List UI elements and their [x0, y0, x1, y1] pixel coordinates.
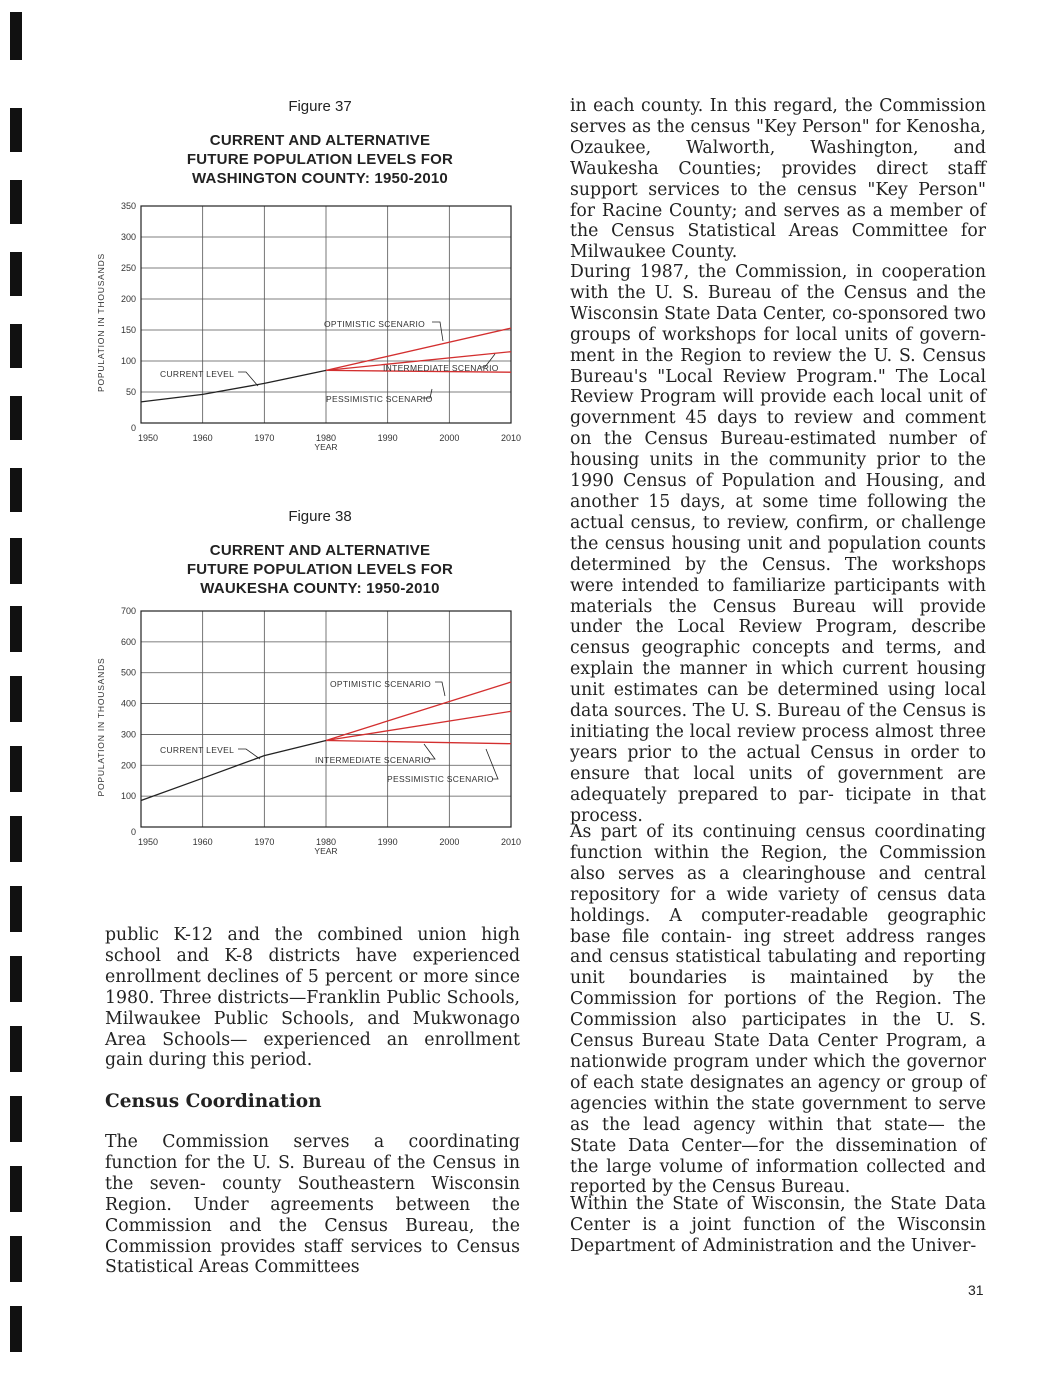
figure-37-number: Figure 37 — [288, 98, 352, 115]
binder-hole — [10, 606, 22, 652]
washington-county-chart — [80, 196, 550, 456]
figure-38-caption — [120, 541, 520, 598]
label-current-level: CURRENT LEVEL — [160, 745, 235, 755]
binder-hole — [10, 180, 22, 224]
figure-37-heading — [120, 98, 520, 188]
binder-hole — [10, 538, 22, 584]
x-tick-label: 1980 — [315, 837, 337, 847]
binder-edge — [0, 0, 40, 1380]
caption-line: FUTURE POPULATION LEVELS FOR — [186, 561, 454, 578]
label-pessimistic-scenario: PESSIMISTIC SCENARIO — [387, 774, 494, 784]
label-intermediate-scenario: INTERMEDIATE SCENARIO — [315, 755, 431, 765]
y-tick-label: 300 — [120, 232, 136, 242]
right-paragraph-2: During 1987, the Commission, in cooperation with the U. S. Bureau of the Census and the Wisconsin State Data Center, co-sponsored two groups of workshops for local units of govern- ment in the Region to review the U. S. Census Bureau's "Local Review Program." The Local Review Program will provide each local unit of government 45 days to review and comment on the Census Bureau-estimated number of housing units in the community prior to the 1990 Census of Population and Housing, and another 15 days, at some time following the actual census, to review, confirm, or challenge the census housing unit and population counts determined by the Census. The workshops were intended to familiarize participants with materials the Census Bureau will provide under the Local Review Program, describe census geographic concepts and terms, and explain the manner in which current housing unit estimates can be determined using local data sources. The U. S. Bureau of the Census is initiating the local review process almost three years prior to the actual Census in order to ensure that local units of government are adequately prepared to par- ticipate in that process. — [570, 262, 987, 826]
binder-hole — [10, 468, 22, 512]
label-current-level: CURRENT LEVEL — [160, 369, 235, 379]
right-paragraph-3: As part of its continuing census coordinating function within the Region, the Commission also serves as a clearinghouse and central repository for a wide variety of census data holdings. A computer-readable geographic base file contain- ing street address ranges and census statistical tabulating and reporting unit boundaries is maintained by the Commission for portions of the Region. The Commission also participates in the U. S. Census Bureau State Data Center Program, a nationwide program under which the governor of each state designates an agency or group of agencies within the state government to serve as the lead agency within that state— the State Data Center—for the dissemination of the large volume of information collected and reported by the Census Bureau. — [570, 822, 987, 1198]
x-tick-label: 2000 — [439, 837, 460, 847]
x-tick-label: 1950 — [138, 433, 159, 443]
label-intermediate-scenario: INTERMEDIATE SCENARIO — [383, 363, 499, 373]
right-paragraph-4: Within the State of Wisconsin, the State Data Center is a joint function of the Wisconsin Department of Administration and the Univer- — [570, 1194, 986, 1256]
right-column-paragraph-4 — [570, 1194, 986, 1257]
right-column-paragraph-1 — [570, 96, 986, 263]
x-tick-label: 2010 — [500, 433, 522, 443]
x-tick-label: 1950 — [138, 837, 159, 847]
label-leader-line — [238, 749, 260, 759]
x-axis-label: YEAR — [314, 846, 338, 856]
binder-hole — [10, 816, 22, 862]
x-axis-label: YEAR — [314, 442, 338, 452]
x-tick-label: 1990 — [377, 837, 398, 847]
y-tick-label: 200 — [120, 294, 136, 304]
y-tick-label: 200 — [120, 760, 136, 771]
left-column-continued — [105, 1132, 520, 1278]
x-tick-label: 1970 — [254, 837, 275, 847]
binder-hole — [10, 746, 22, 792]
y-tick-label: 100 — [120, 356, 136, 366]
x-tick-label: 2000 — [439, 433, 460, 443]
x-tick-label: 1980 — [315, 433, 337, 443]
binder-hole — [10, 396, 22, 440]
label-leader-line — [435, 682, 445, 696]
caption-line: FUTURE POPULATION LEVELS FOR — [186, 151, 454, 168]
y-tick-label: 700 — [120, 606, 136, 616]
figure-37-caption — [120, 131, 520, 188]
binder-hole — [10, 1306, 22, 1352]
binder-hole — [10, 1096, 22, 1142]
figure-38-number: Figure 38 — [288, 508, 352, 525]
page-number: 31 — [968, 1282, 984, 1298]
y-tick-label: 50 — [125, 387, 136, 397]
binder-hole — [10, 324, 22, 368]
y-tick-label: 300 — [120, 729, 136, 740]
intermediate-scenario-line — [326, 711, 511, 740]
y-tick-label: 500 — [120, 667, 136, 678]
binder-hole — [10, 886, 22, 932]
right-column-paragraph-3 — [570, 822, 986, 1198]
binder-hole — [10, 1166, 22, 1212]
binder-hole — [10, 12, 22, 60]
figure-38-heading — [120, 508, 520, 598]
caption-line: WAUKESHA COUNTY: 1950-2010 — [200, 580, 440, 597]
binder-hole — [10, 108, 22, 152]
right-paragraph-1: in each county. In this regard, the Commission serves as the census "Key Person" for Kenosha, Ozaukee, Walworth, Washington, and Waukesha Counties; provides direct staff support services to the census "Key Person" for Racine County; and serves as a member of the Census Statistical Areas Committee for Milwaukee County. — [570, 96, 986, 263]
x-tick-label: 1990 — [377, 433, 398, 443]
y-axis-label: POPULATION IN THOUSANDS — [96, 253, 106, 392]
x-tick-label: 1970 — [254, 433, 275, 443]
y-tick-label: 150 — [120, 325, 136, 335]
waukesha-county-chart — [80, 601, 550, 859]
y-tick-label: 0 — [130, 423, 136, 433]
left-paragraph-2: The Commission serves a coordinating function for the U. S. Bureau of the Census in the seven- county Southeastern Wisconsin Region. Under agreements between the Commission and the Census Bureau, the Commission provides staff services to Census Statistical Areas Committees — [105, 1132, 521, 1278]
left-paragraph-1: public K-12 and the combined union high school and K-8 districts have experienced enrollment declines of 5 percent or more since 1980. Three districts—Franklin Public Schools, Milwaukee Public Schools, and Mukwonago Area Schools— experienced an enrollment gain during this period. — [105, 925, 521, 1071]
section-heading-census-coordination: Census Coordination — [105, 1091, 322, 1112]
y-tick-label: 250 — [120, 263, 136, 273]
binder-hole — [10, 956, 22, 1002]
caption-line: CURRENT AND ALTERNATIVE — [209, 132, 431, 149]
x-tick-label: 2010 — [500, 837, 522, 847]
pessimistic-scenario-line — [326, 741, 511, 744]
y-tick-label: 100 — [120, 791, 136, 802]
label-optimistic-scenario: OPTIMISTIC SCENARIO — [324, 319, 426, 329]
caption-line: CURRENT AND ALTERNATIVE — [209, 542, 431, 559]
x-tick-label: 1960 — [192, 433, 213, 443]
binder-hole — [10, 1026, 22, 1072]
x-tick-label: 1960 — [192, 837, 213, 847]
y-tick-label: 400 — [120, 698, 136, 709]
y-tick-label: 350 — [120, 201, 136, 211]
binder-hole — [10, 252, 22, 296]
left-column — [105, 925, 520, 1071]
y-axis-label: POPULATION IN THOUSANDS — [96, 657, 106, 797]
label-leader-line — [238, 372, 258, 386]
binder-hole — [10, 676, 22, 722]
caption-line: WASHINGTON COUNTY: 1950-2010 — [192, 170, 448, 187]
label-leader-line — [432, 322, 443, 341]
binder-hole — [10, 1236, 22, 1282]
y-tick-label: 0 — [130, 827, 136, 837]
label-pessimistic-scenario: PESSIMISTIC SCENARIO — [326, 394, 433, 404]
optimistic-scenario-line — [326, 682, 511, 741]
y-tick-label: 600 — [120, 636, 136, 647]
right-column-paragraph-2 — [570, 262, 986, 826]
label-optimistic-scenario: OPTIMISTIC SCENARIO — [330, 679, 432, 689]
